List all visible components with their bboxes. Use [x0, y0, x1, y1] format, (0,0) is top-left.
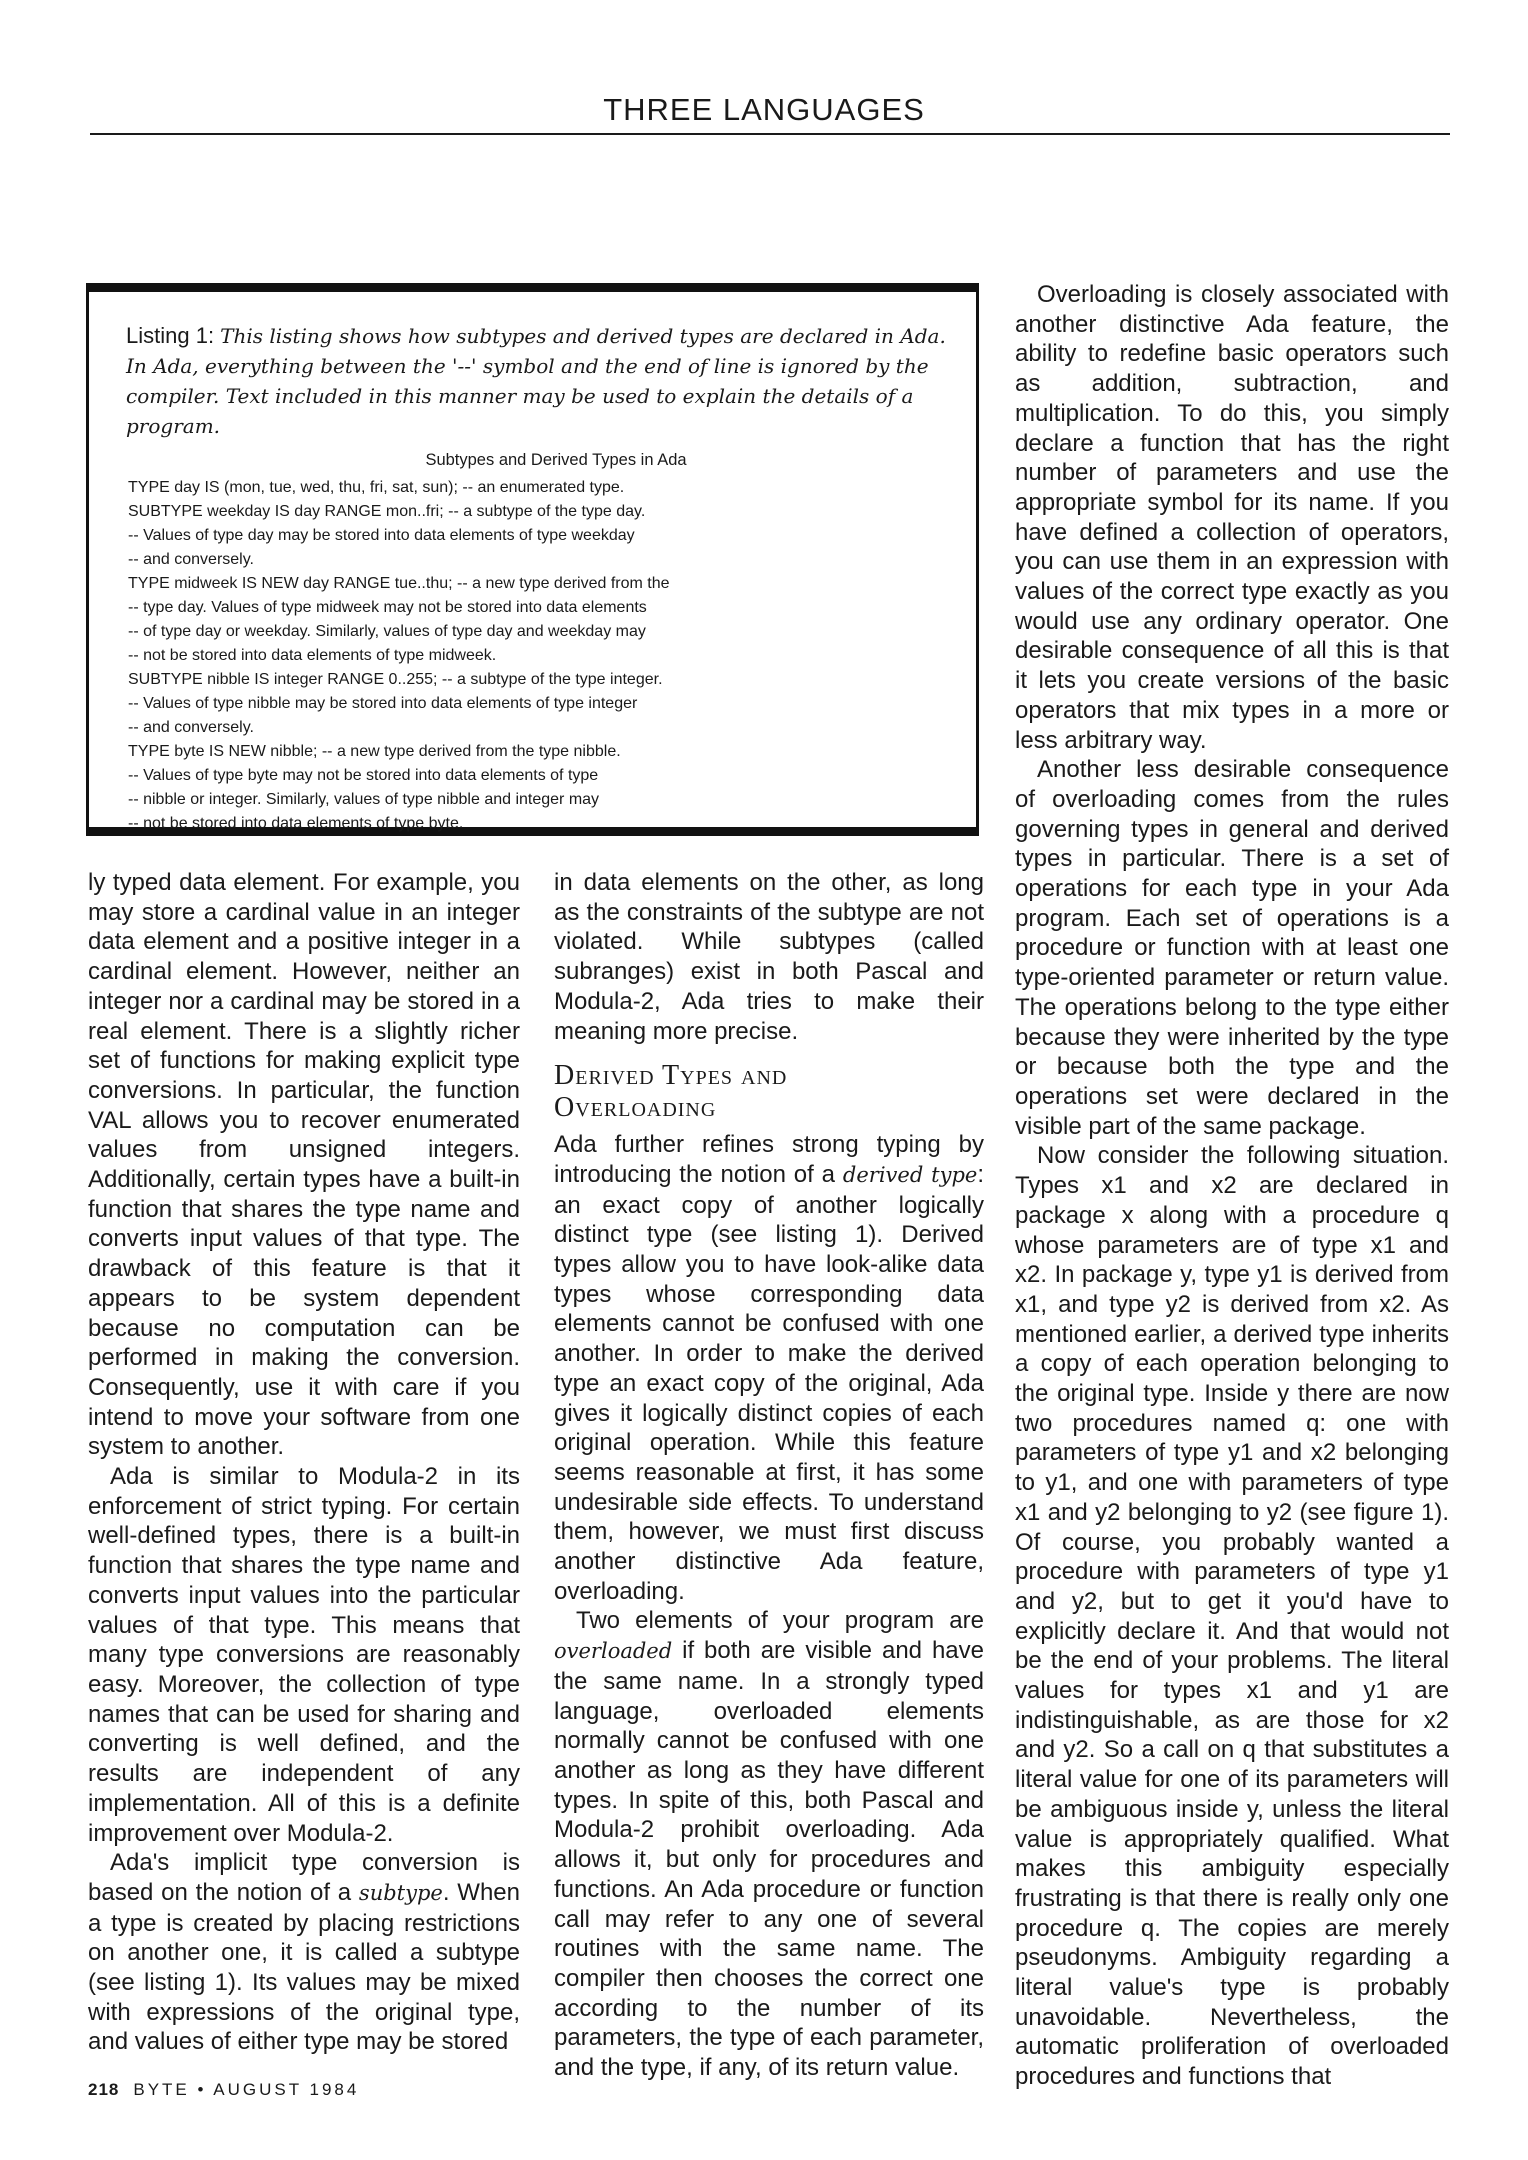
code-line: -- Values of type nibble may be stored into data elements of type integer	[128, 695, 638, 712]
running-header: THREE LANGUAGES	[603, 92, 925, 127]
code-line: SUBTYPE weekday IS day RANGE mon..fri; -- a subtype of the type day.	[128, 503, 646, 520]
header-rule	[90, 133, 1450, 135]
listing-box	[86, 283, 979, 836]
listing-caption-text: This listing shows how subtypes and derived types are declared in Ada. In Ada, everything between the '--' symbol and the end of line is ignored by the compiler. Text included in this manner may be used to explain the details of a program.	[126, 324, 946, 438]
section-heading-line: Overloading	[554, 1092, 717, 1124]
paragraph	[554, 1606, 984, 2082]
page-number: 218	[88, 2080, 120, 2099]
listing-title: Subtypes and Derived Types in Ada	[425, 451, 687, 469]
column-3	[1015, 280, 1449, 2092]
publication-line: BYTE • AUGUST 1984	[133, 2080, 360, 2099]
paragraph-text: : an exact copy of another logically distinct type (see listing 1). Derived types allow you to have look-alike data types whose corresponding data elements cannot be confused with one another. In order to make the derived type an exact copy of the original, Ada gives it logically distinct copies of each original operation. While this feature seems reasonable at first, it has some undesirable side effects. To understand them, however, we must first discuss another distinctive Ada feature, overloading.	[554, 1160, 984, 1605]
section-heading-line: Derived Types and	[554, 1060, 788, 1092]
column-1	[88, 868, 520, 2057]
listing-code	[126, 476, 956, 836]
code-line: SUBTYPE nibble IS integer RANGE 0..255; -- a subtype of the type integer.	[128, 671, 663, 688]
code-line: -- not be stored into data elements of type byte.	[128, 815, 464, 832]
page-footer	[88, 2080, 359, 2100]
paragraph-text: . When a type is created by placing restrictions on another one, it is called a subtype (see listing 1). Its values may be mixed with expressions of the original type, and values of either type may be stored	[88, 1878, 520, 2056]
column-2	[554, 868, 984, 2083]
code-line: -- and conversely.	[128, 719, 254, 736]
code-line: TYPE byte IS NEW nibble; -- a new type derived from the type nibble.	[128, 743, 621, 760]
paragraph-text: Ada further refines strong typing by introducing the notion of a	[554, 1131, 984, 1188]
code-line: TYPE day IS (mon, tue, wed, thu, fri, sat, sun); -- an enumerated type.	[128, 479, 625, 496]
paragraph: in data elements on the other, as long as the constraints of the subtype are not violated. While subtypes (called subranges) exist in both Pascal and Modula-2, Ada tries to make their meaning more precise.	[554, 869, 984, 1045]
listing-content	[126, 321, 956, 836]
paragraph: Overloading is closely associated with another distinctive Ada feature, the ability to redefine basic operators such as addition, subtraction, and multiplication. To do this, you simply declare a function that has the right number of parameters and use the appropriate symbol for its name. If you have defined a collection of operators, you can use them in an expression with values of the correct type exactly as you would use any ordinary operator. One desirable consequence of all this is that it lets you create versions of the basic operators that mix types in a more or less arbitrary way.	[1015, 281, 1449, 754]
term-overloaded: overloaded	[554, 1639, 673, 1664]
paragraph: Ada is similar to Modula-2 in its enforcement of strict typing. For certain well-defined types, there is a built-in function that shares the type name and converts input values into the particular values of that type. This means that many type conversions are reasonably easy. Moreover, the collection of type names that can be used for sharing and converting is well defined, and the results are independent of any implementation. All of this is a definite improvement over Modula-2.	[88, 1463, 520, 1847]
listing-caption-lead: Listing 1:	[126, 323, 221, 348]
paragraph: Now consider the following situation. Types x1 and x2 are declared in package x along with a procedure q whose parameters are of type x1 and x2. In package y, type y1 is derived from x1, and type y2 is derived from x2. As mentioned earlier, a derived type inherits a copy of each operation belonging to the original type. Inside y there are now two procedures named q: one with parameters of type y1 and x2 belonging to y1, and one with parameters of type x1 and y2 belonging to y2 (see figure 1). Of course, you probably wanted a procedure with parameters of type y1 and y2, but to get it you'd have to explicitly declare it. And that would not be the end of your problems. The literal values for types x1 and y1 are indistinguishable, as are those for x2 and y2. So a call on q that substitutes a literal value for one of its parameters will be ambiguous inside y, unless the literal value is appropriately qualified. What makes this ambiguity especially frustrating is that there is really only one procedure q. The copies are merely pseudonyms. Ambiguity regarding a literal value's type is probably unavoidable. Nevertheless, the automatic proliferation of overloaded procedures and functions that	[1015, 1142, 1449, 2091]
paragraph: Another less desirable consequence of overloading comes from the rules governing types in general and derived types in particular. There is a set of operations for each type in your Ada program. Each set of operations is a procedure or function with at least one type-oriented parameter or return value. The operations belong to the type either because they were inherited by the type or because both the type and the operations set were declared in the visible part of the same package.	[1015, 756, 1449, 1140]
code-line: -- not be stored into data elements of type midweek.	[128, 647, 497, 664]
code-line: -- nibble or integer. Similarly, values of type nibble and integer may	[128, 791, 600, 808]
code-line: -- type day. Values of type midweek may not be stored into data elements	[128, 599, 647, 616]
paragraph-text: if both are visible and have the same name. In a strongly typed language, overloaded elements normally cannot be confused with one another as long as they have different types. In spite of this, both Pascal and Modula-2 prohibit overloading. Ada allows it, but only for procedures and functions. An Ada procedure or function call may refer to any one of several routines with the same name. The compiler then chooses the correct one according to the number of its parameters, the type of each parameter, and the type, if any, of its return value.	[554, 1637, 984, 2082]
paragraph: ly typed data element. For example, you may store a cardinal value in an integer data element and a positive integer in a cardinal element. However, neither an integer nor a cardinal may be stored in a real element. There is a slightly richer set of functions for making explicit type conversions. In particular, the function VAL allows you to recover enumerated values from unsigned integers. Additionally, certain types have a built-in function that shares the type name and converts input values of that type. The drawback of this feature is that it appears to be system dependent because no computation can be performed in making the conversion. Consequently, use it with care if you intend to move your software from one system to another.	[88, 869, 520, 1461]
term-derived-type: derived type	[842, 1162, 978, 1187]
code-line: -- Values of type byte may not be stored into data elements of type	[128, 767, 599, 784]
paragraph-text: Two elements of your program are	[576, 1607, 984, 1635]
listing-caption	[126, 321, 956, 441]
paragraph	[554, 1130, 984, 1606]
paragraph	[88, 1848, 520, 2057]
section-heading	[554, 1060, 984, 1124]
code-line: -- of type day or weekday. Similarly, values of type day and weekday may	[128, 623, 646, 640]
code-line: TYPE midweek IS NEW day RANGE tue..thu; -- a new type derived from the	[128, 575, 670, 592]
paragraph-text: Ada's implicit type conversion is based on the notion of a	[88, 1849, 520, 1906]
code-line: -- and conversely.	[128, 551, 254, 568]
code-line: -- Values of type day may be stored into data elements of type weekday	[128, 527, 635, 544]
term-subtype: subtype	[358, 1880, 443, 1905]
